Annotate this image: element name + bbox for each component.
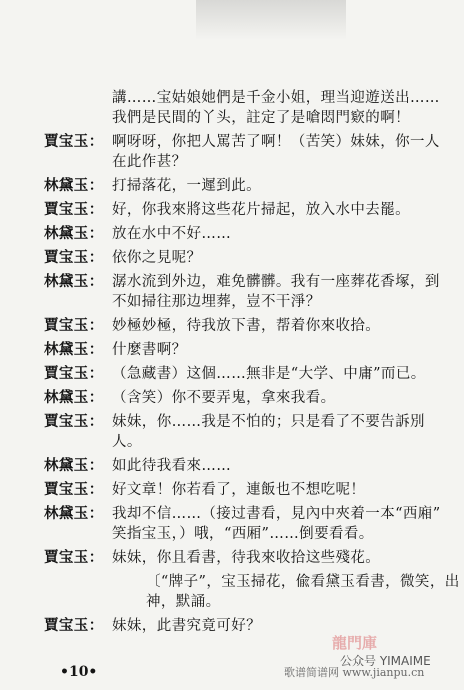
line-text: 笑指宝玉，）哦，“西厢”……倒要看看。 — [112, 526, 374, 542]
line-text: 打掃落花，一遲到此。 — [112, 178, 261, 194]
text-line — [0, 292, 464, 312]
line-text: 妹妹，你……我是不怕的；只是看了不要告訴別 — [112, 414, 425, 430]
dialogue-line — [0, 248, 464, 268]
line-text: 妹妹，此書究竟可好？ — [112, 618, 261, 634]
scan-shadow — [196, 0, 346, 40]
speaker-name: 賈宝玉： — [44, 249, 104, 266]
speaker-name: 賈宝玉： — [44, 413, 104, 430]
speaker-name: 林黛玉： — [44, 341, 104, 358]
dialogue-line — [0, 176, 464, 196]
line-text: 好，你我來將这些花片掃起，放入水中去罷。 — [112, 202, 410, 218]
line-text: 放在水中不好…… — [112, 226, 232, 242]
text-line — [0, 88, 464, 108]
speaker-name: 賈宝玉： — [44, 549, 104, 566]
text-line — [0, 152, 464, 172]
text-line — [0, 592, 464, 612]
dialogue-line — [0, 200, 464, 220]
line-text: 我却不信……（接过書看，見內中夾着一本“西廂” — [112, 506, 441, 522]
page-number: •10• — [60, 664, 98, 680]
speaker-name: 林黛玉： — [44, 273, 104, 290]
line-text: 在此作甚？ — [112, 154, 187, 170]
speaker-name: 賈宝玉： — [44, 617, 104, 634]
dialogue-line — [0, 132, 464, 152]
speaker-name: 林黛玉： — [44, 457, 104, 474]
dialogue-line — [0, 616, 464, 636]
watermark-logo: 龍門庫 — [332, 634, 378, 652]
line-text: （急藏書）这個……無非是“大学、中庸”而已。 — [112, 366, 426, 382]
stage-direction — [0, 572, 464, 592]
dialogue-line — [0, 224, 464, 244]
line-text: （含笑）你不要弄鬼，拿來我看。 — [112, 390, 336, 406]
dialogue-line — [0, 316, 464, 336]
dialogue-line — [0, 340, 464, 360]
line-text: 妙極妙極，待我放下書，帮着你來收拾。 — [112, 318, 381, 334]
dialogue-line — [0, 548, 464, 568]
line-text: 妹妹，你且看書，待我來收拾这些殘花。 — [112, 550, 381, 566]
line-text: 人。 — [112, 434, 142, 450]
dialogue-line — [0, 504, 464, 524]
footer-text: 歌谱简谱网 www.jianpu.cn — [284, 666, 425, 679]
line-text: 好文章！你若看了，連飯也不想吃呢！ — [112, 482, 366, 498]
line-text: 不如掃往那边埋葬，豈不干淨？ — [112, 294, 321, 310]
speaker-name: 林黛玉： — [44, 389, 104, 406]
line-text: 啊呀呀，你把人罵苦了啊！（苦笑）妹妹，你一人 — [112, 134, 440, 150]
speaker-name: 賈宝玉： — [44, 201, 104, 218]
line-text: 我們是民間的丫头，註定了是嗆悶門窽的啊！ — [112, 110, 410, 126]
line-text: 潺水流到外边，难免髒髒。我有一座葬花香塚，到 — [112, 274, 440, 290]
speaker-name: 林黛玉： — [44, 177, 104, 194]
line-text: 如此待我看來…… — [112, 458, 232, 474]
speaker-name: 賈宝玉： — [44, 481, 104, 498]
stage-text: 〔“牌子”，宝玉掃花，偸看黛玉看書，微笑，出 — [146, 574, 460, 590]
script-text — [0, 88, 464, 636]
text-line — [0, 524, 464, 544]
text-line — [0, 432, 464, 452]
dialogue-line — [0, 480, 464, 500]
speaker-name: 賈宝玉： — [44, 133, 104, 150]
dialogue-line — [0, 388, 464, 408]
dialogue-line — [0, 272, 464, 292]
speaker-name: 賈宝玉： — [44, 365, 104, 382]
dialogue-line — [0, 456, 464, 476]
speaker-name: 林黛玉： — [44, 225, 104, 242]
text-line — [0, 108, 464, 128]
line-text: 講……宝姑娘她們是千金小姐，理当迎遊送出…… — [112, 90, 440, 106]
speaker-name: 賈宝玉： — [44, 317, 104, 334]
dialogue-line — [0, 364, 464, 384]
line-text: 神，默誦。 — [146, 594, 221, 610]
dialogue-line — [0, 412, 464, 432]
watermark-text: 公众号 YIMAIME — [340, 654, 431, 668]
line-text: 依你之見呢？ — [112, 250, 202, 266]
line-text: 什麼書啊？ — [112, 342, 187, 358]
speaker-name: 林黛玉： — [44, 505, 104, 522]
